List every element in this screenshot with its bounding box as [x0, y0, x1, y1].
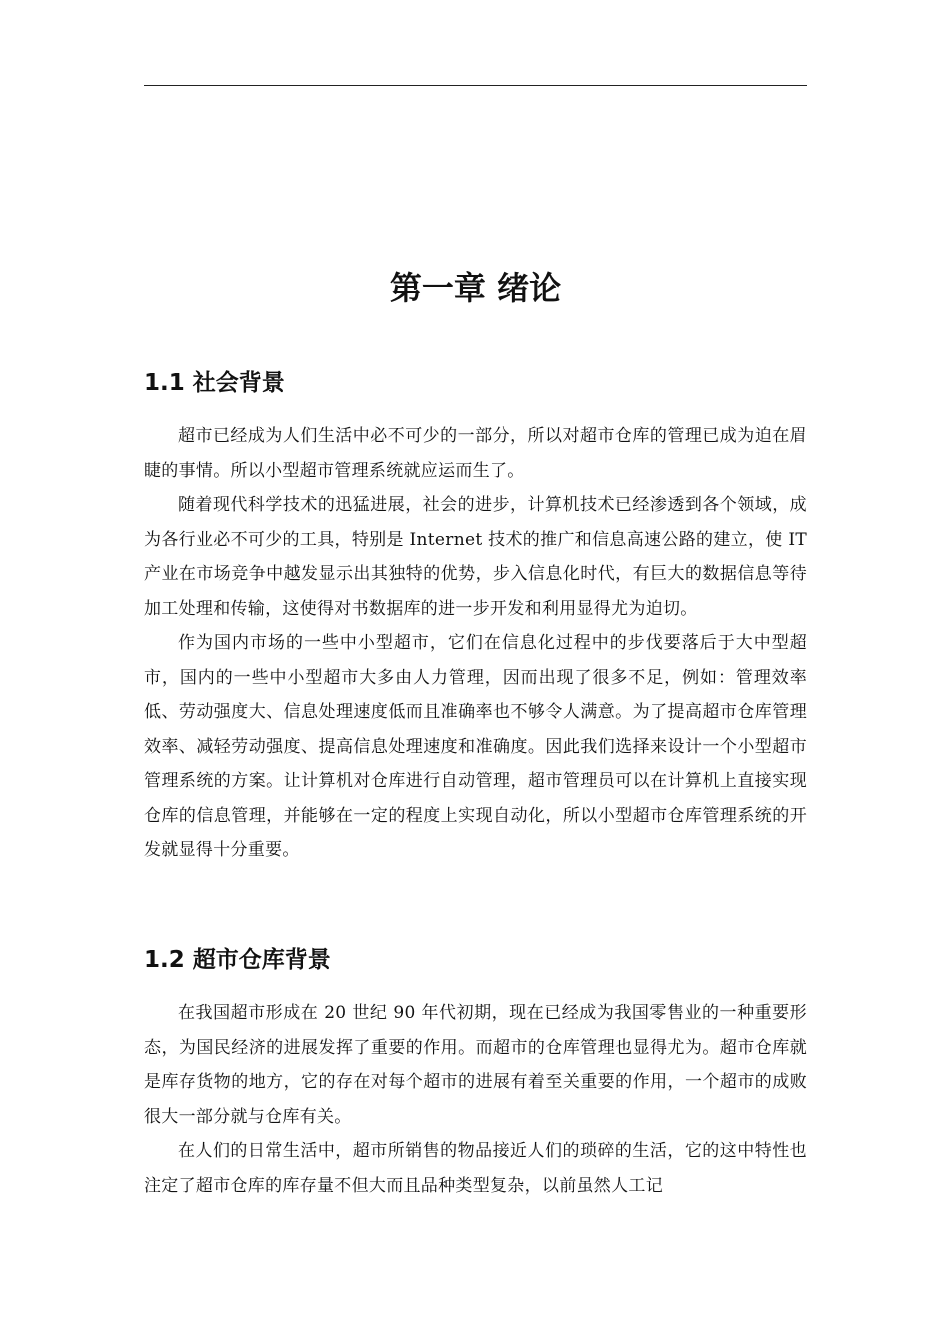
header-rule — [144, 85, 807, 86]
chapter-title: 第一章 绪论 — [389, 269, 562, 307]
body-paragraph: 在我国超市形成在 20 世纪 90 年代初期，现在已经成为我国零售业的一种重要形态，为国民经济的进展发挥了重要的作用。而超市的仓库管理也显得尤为。超市仓库就是库存货物的地方，它的存在对每个超市的进展有着至关重要的作用，一个超市的成败很大一部分就与仓库有关。 — [144, 1003, 807, 1127]
body-paragraph: 随着现代科学技术的迅猛进展，社会的进步，计算机技术已经渗透到各个领域，成为各行业必不可少的工具，特别是 Internet 技术的推广和信息高速公路的建立，使 IT 产业在市场竞争中越发显示出其独特的优势，步入信息化时代，有巨大的数据信息等待加工处理和传输，这使得对书数据库的进一步开发和利用显得尤为迫切。 — [144, 495, 807, 619]
section-body-social-background — [144, 419, 807, 868]
body-paragraph: 作为国内市场的一些中小型超市，它们在信息化过程中的步伐要落后于大中型超市，国内的一些中小型超市大多由人力管理，因而出现了很多不足，例如：管理效率低、劳动强度大、信息处理速度低而且准确率也不够令人满意。为了提高超市仓库管理效率、减轻劳动强度、提高信息处理速度和准确度。因此我们选择来设计一个小型超市管理系统的方案。让计算机对仓库进行自动管理，超市管理员可以在计算机上直接实现仓库的信息管理，并能够在一定的程度上实现自动化，所以小型超市仓库管理系统的开发就显得十分重要。 — [144, 633, 807, 860]
section-heading-warehouse-background: 1.2 超市仓库背景 — [144, 947, 331, 973]
body-paragraph: 超市已经成为人们生活中必不可少的一部分，所以对超市仓库的管理已成为迫在眉睫的事情。所以小型超市管理系统就应运而生了。 — [144, 426, 807, 481]
section-body-warehouse-background — [144, 996, 807, 1203]
section-heading-social-background: 1.1 社会背景 — [144, 370, 285, 396]
body-paragraph: 在人们的日常生活中，超市所销售的物品接近人们的琐碎的生活，它的这中特性也注定了超市仓库的库存量不但大而且品种类型复杂，以前虽然人工记 — [144, 1141, 807, 1196]
